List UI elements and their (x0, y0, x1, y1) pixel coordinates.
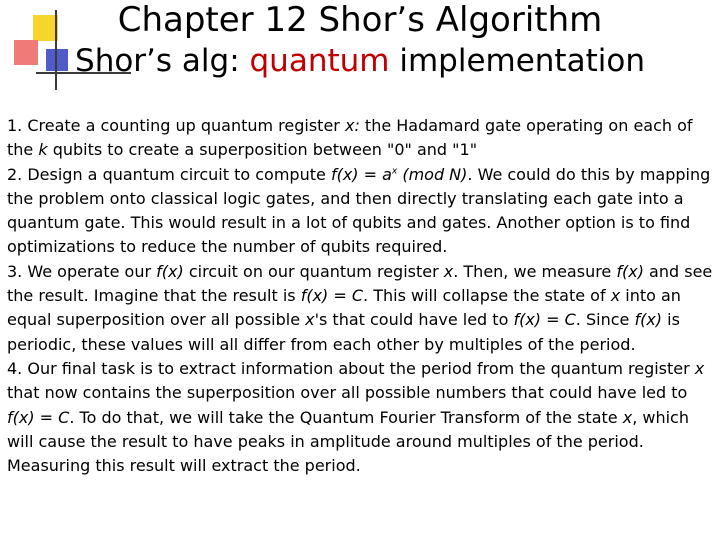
item-text: 's that could have led to (314, 310, 514, 330)
formula: f(x) = C (513, 310, 576, 330)
item-number: 1. (7, 116, 23, 135)
variable-x: x (305, 310, 315, 330)
list-item (7, 357, 717, 478)
page-title (0, 0, 720, 40)
item-text: We operate our (22, 261, 157, 281)
item-text: circuit on our quantum register (183, 261, 444, 281)
formula: f(x) (156, 261, 184, 281)
item-text: qubits to create a superposition between "0" and "1" (47, 140, 478, 160)
item-text: into an equal superposition over all possible (7, 286, 681, 330)
variable-x: x (443, 261, 454, 281)
formula: f(x) (634, 310, 663, 330)
item-text: Design a quantum circuit to compute (22, 164, 331, 184)
item-text: Create a counting up quantum register (22, 116, 345, 135)
variable-k: k (38, 140, 48, 160)
formula-part: (mod N) (397, 164, 468, 184)
formula-exponent: x (391, 166, 398, 177)
formula: f(x) = C (7, 407, 70, 427)
item-text: is periodic, these values will all differ from each other by multiples of the period. (7, 310, 680, 354)
slide-subtitle (0, 42, 720, 80)
formula (331, 165, 467, 184)
item-text: , which will cause the result to have peaks in amplitude around multiples of the period. Measuring this result will extract the period. (7, 407, 689, 476)
list-item (7, 163, 717, 260)
item-text: . Then, we measure (453, 261, 617, 281)
subtitle-highlight: quantum (249, 43, 390, 79)
item-text: . To do that, we will take the Quantum Fourier Transform of the state (69, 407, 623, 427)
formula: f(x) = C (300, 286, 364, 306)
item-text: and see the result. Imagine that the result is (7, 261, 713, 306)
item-text: . This will collapse the state of (363, 286, 611, 306)
subtitle-prefix: Shor’s alg: (75, 43, 250, 79)
item-text: . Since (575, 310, 635, 330)
item-text: that now contains the superposition over all possible numbers that could have led to (7, 383, 688, 403)
variable-x: x (694, 358, 705, 378)
page-title-text: Chapter 12 Shor’s Algorithm (117, 0, 603, 40)
subtitle-suffix: implementation (389, 43, 645, 79)
item-text: the Hadamard gate operating on each of the (7, 116, 693, 160)
formula-part: f(x) = a (330, 164, 392, 184)
item-number: 3. (7, 261, 23, 281)
item-text: . We could do this by mapping the problem onto classical logic gates, and then directly translating each gate into a quantum gate. This would result in a lot of qubits and gates. Another option is to find optimizations to reduce the number of qubits required. (7, 164, 711, 257)
variable-x: x (622, 407, 633, 427)
steps-list (7, 114, 717, 478)
item-number: 4. (7, 358, 23, 378)
item-text: Our final task is to extract information about the period from the quantum register (22, 358, 695, 378)
list-item (7, 114, 717, 163)
item-number: 2. (7, 164, 23, 184)
variable-x: x: (344, 116, 360, 135)
list-item (7, 260, 717, 357)
variable-x: x (610, 286, 621, 306)
formula: f(x) (616, 261, 644, 281)
